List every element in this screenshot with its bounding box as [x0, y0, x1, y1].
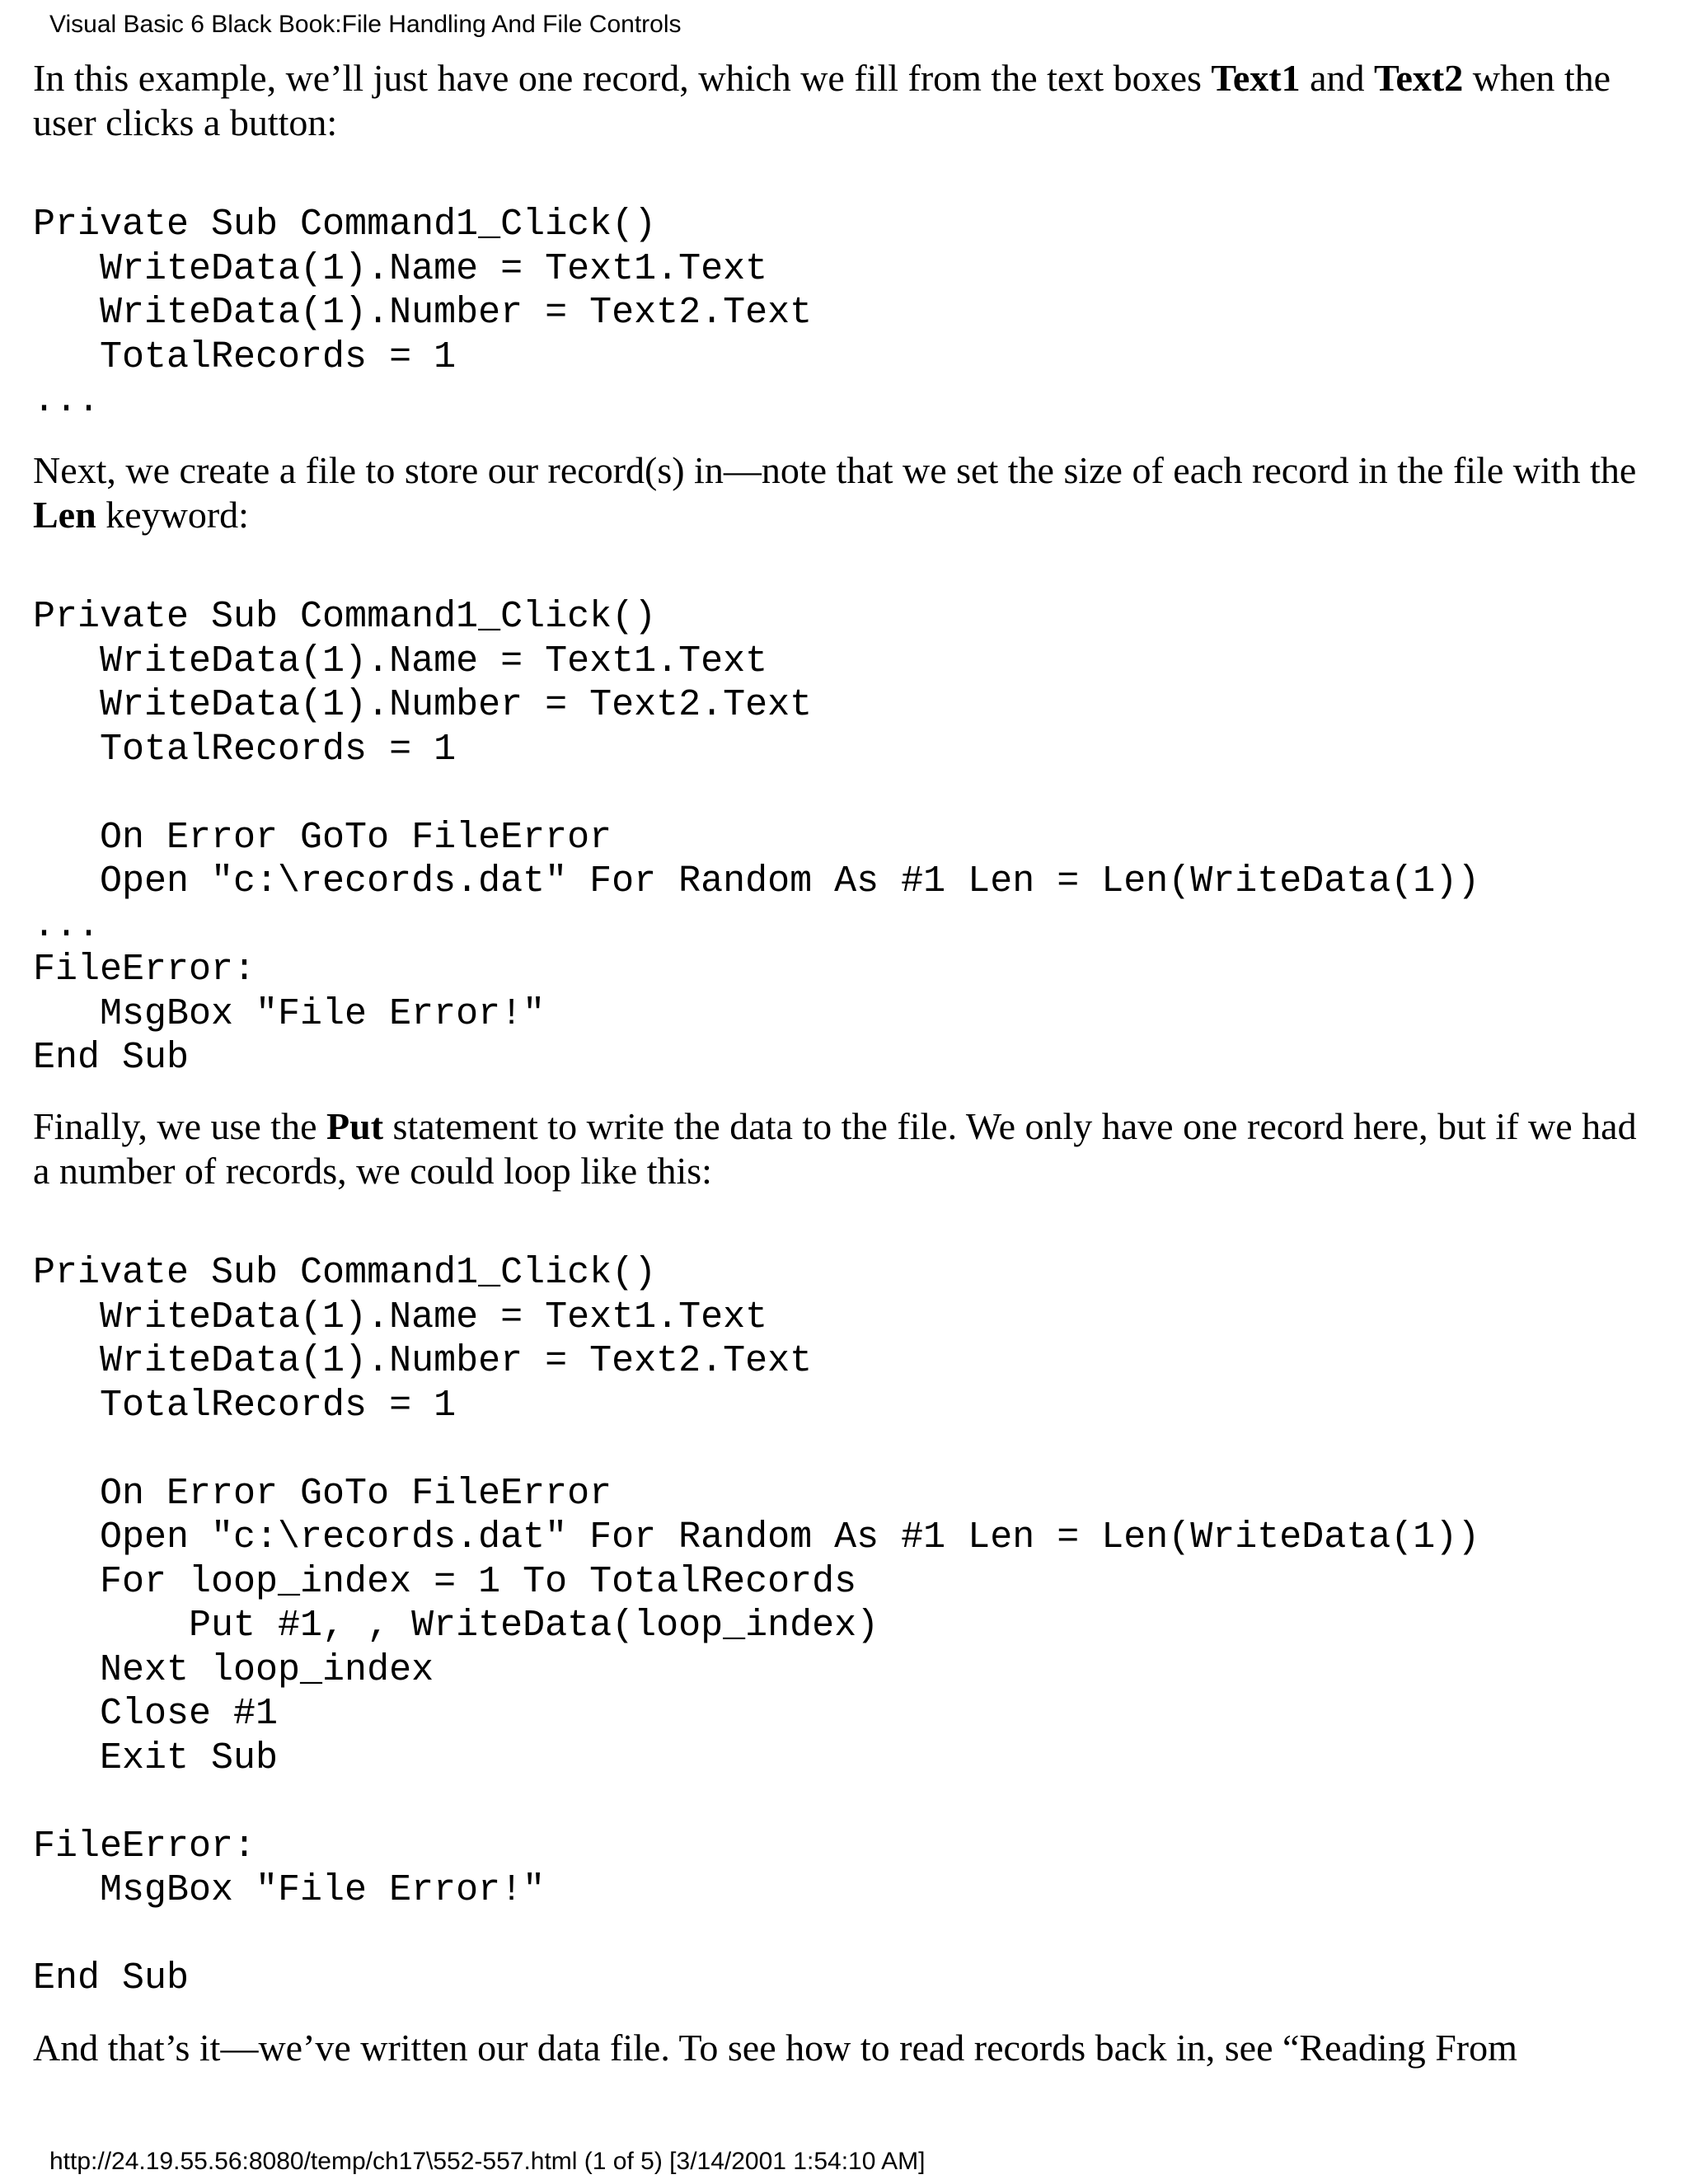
page-header-title: Visual Basic 6 Black Book:File Handling And File Controls	[49, 11, 682, 38]
code-line: TotalRecords = 1	[33, 728, 457, 771]
code-line: Private Sub Command1_Click()	[33, 1252, 657, 1294]
code-line: Close #1	[33, 1693, 279, 1735]
code-line: Exit Sub	[33, 1736, 279, 1779]
paragraph-text: And that’s it—we’ve written our data file. To see how to read records back in, see “Reading From	[33, 2027, 1517, 2069]
code-line: MsgBox "File Error!"	[33, 1869, 546, 1911]
paragraph-put-statement	[33, 1104, 1648, 1193]
code-block-3	[33, 1251, 1479, 2001]
code-line	[33, 771, 1479, 816]
code-line	[33, 1913, 1479, 1957]
code-line	[33, 1780, 1479, 1825]
code-line: For loop_index = 1 To TotalRecords	[33, 1560, 857, 1603]
code-line: Next loop_index	[33, 1648, 434, 1691]
code-line	[33, 1427, 1479, 1472]
code-line: ...	[33, 904, 101, 947]
paragraph-text: statement to write the data to the file. We only have one record here, but if we had a number of records, we could loop like this:	[33, 1105, 1637, 1192]
code-line: FileError:	[33, 949, 256, 991]
keyword-bold-text: Text1	[1211, 57, 1301, 99]
code-line: TotalRecords = 1	[33, 1384, 457, 1427]
paragraph-intro	[33, 56, 1648, 145]
code-line: ...	[33, 380, 101, 422]
keyword-bold-text: Put	[326, 1105, 384, 1147]
code-line: End Sub	[33, 1037, 190, 1079]
code-line: On Error GoTo FileError	[33, 1472, 612, 1515]
code-block-1	[33, 203, 812, 424]
code-line: Private Sub Command1_Click()	[33, 596, 657, 638]
code-line: WriteData(1).Number = Text2.Text	[33, 684, 813, 726]
paragraph-text: keyword:	[96, 494, 249, 536]
code-line: WriteData(1).Number = Text2.Text	[33, 292, 813, 334]
paragraph-text: and	[1300, 57, 1375, 99]
code-line: End Sub	[33, 1957, 190, 1999]
code-line: WriteData(1).Name = Text1.Text	[33, 1296, 768, 1338]
code-line: Open "c:\records.dat" For Random As #1 Len = Len(WriteData(1))	[33, 860, 1480, 902]
paragraph-text: Finally, we use the	[33, 1105, 327, 1147]
code-line: WriteData(1).Name = Text1.Text	[33, 640, 768, 682]
paragraph-conclusion	[33, 2026, 1648, 2070]
paragraph-text: In this example, we’ll just have one record, which we fill from the text boxes	[33, 57, 1212, 99]
keyword-bold-text: Len	[33, 494, 96, 536]
page-footer-url: http://24.19.55.56:8080/temp/ch17\552-557.html (1 of 5) [3/14/2001 1:54:10 AM]	[49, 2148, 926, 2175]
code-line: WriteData(1).Number = Text2.Text	[33, 1340, 813, 1382]
code-block-2	[33, 595, 1479, 1080]
code-line: FileError:	[33, 1825, 256, 1868]
code-line: Private Sub Command1_Click()	[33, 204, 657, 246]
code-line: Open "c:\records.dat" For Random As #1 Len = Len(WriteData(1))	[33, 1516, 1480, 1558]
code-line: WriteData(1).Name = Text1.Text	[33, 247, 768, 290]
code-line: MsgBox "File Error!"	[33, 992, 546, 1035]
paragraph-text: Next, we create a file to store our record(s) in—note that we set the size of each record in the file with the	[33, 449, 1637, 491]
code-line: Put #1, , WriteData(loop_index)	[33, 1605, 879, 1647]
keyword-bold-text: Text2	[1374, 57, 1464, 99]
code-line: On Error GoTo FileError	[33, 816, 612, 859]
paragraph-text: when the user clicks a button:	[33, 57, 1611, 143]
code-line: TotalRecords = 1	[33, 335, 457, 378]
paragraph-create-file	[33, 448, 1648, 537]
